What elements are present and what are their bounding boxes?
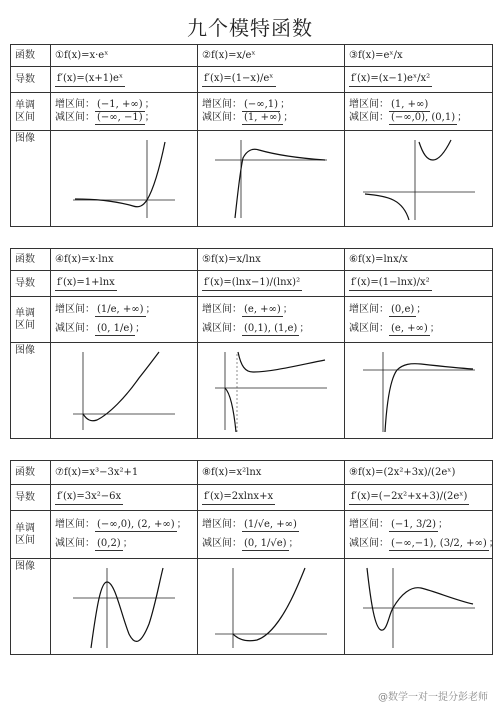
row-label-monotonic-line: 单调 (15, 522, 35, 534)
derivative-row (11, 271, 493, 297)
decreasing-label: 减区间： (55, 111, 95, 123)
punct: ； (282, 303, 293, 315)
derivative-formula: f′(x)=2xlnx+x (202, 491, 275, 505)
function-formula: ⑥f(x)=lnx/x (345, 249, 493, 271)
monotonic-intervals (51, 511, 198, 559)
punct: ； (488, 537, 499, 549)
derivative-formula: f′(x)=(x+1)eˣ (55, 73, 125, 87)
increasing-label: 增区间： (202, 518, 242, 530)
graph-3-ex-over-x (359, 136, 479, 222)
row-label-monotonic-line: 单调 (15, 99, 35, 111)
derivative-formula: f′(x)=1+lnx (55, 277, 117, 291)
row-label-graph: 图像 (11, 343, 51, 439)
monotonic-intervals (345, 93, 493, 131)
punct: ； (283, 111, 294, 123)
increasing-interval: (0,e) (391, 303, 415, 315)
function-curve-left (225, 388, 236, 432)
monotonic-row (11, 93, 493, 131)
function-formula: ①f(x)=x·eˣ (51, 45, 198, 67)
function-curve (83, 352, 159, 421)
monotonic-intervals (345, 511, 499, 559)
page-title: 九个模特函数 (187, 16, 313, 40)
decreasing-label: 减区间： (202, 322, 242, 334)
function-table-3 (10, 460, 499, 655)
function-curve (235, 149, 325, 218)
graph-cell (51, 131, 198, 227)
row-label-monotonic-line: 区间 (15, 111, 35, 123)
punct: ； (176, 518, 187, 530)
graph-cell (198, 559, 345, 655)
row-label-monotonic-line: 单调 (15, 307, 35, 319)
row-label-monotonic (11, 297, 51, 343)
function-table-1 (10, 44, 493, 227)
punct: ； (457, 111, 468, 123)
function-curve (75, 142, 165, 207)
function-formula: ⑦f(x)=x³−3x²+1 (51, 461, 198, 485)
decreasing-label: 减区间： (349, 322, 389, 334)
function-row (11, 461, 493, 485)
monotonic-row (11, 297, 493, 343)
row-label-derivative: 导数 (11, 485, 51, 511)
derivative-row (11, 485, 493, 511)
row-label-monotonic-line: 区间 (15, 319, 35, 331)
punct: ； (416, 303, 427, 315)
function-formula: ③f(x)=eˣ/x (345, 45, 493, 67)
decreasing-interval: (0,2) (97, 537, 121, 549)
watermark: @数学一对一提分彭老师 (378, 692, 488, 703)
increasing-interval: (1/e, +∞) (97, 303, 144, 315)
row-label-monotonic (11, 511, 51, 559)
increasing-label: 增区间： (202, 303, 242, 315)
decreasing-label: 减区间： (349, 111, 389, 123)
decreasing-label: 减区间： (55, 537, 95, 549)
function-formula: ⑨f(x)=(2x²+3x)/(2eˣ) (345, 461, 493, 485)
function-curve-left (365, 194, 409, 220)
function-curve-right (238, 352, 325, 372)
function-formula: ⑧f(x)=x²lnx (198, 461, 345, 485)
monotonic-intervals (198, 93, 345, 131)
increasing-label: 增区间： (55, 518, 95, 530)
punct: ； (438, 518, 448, 530)
increasing-interval: (e, +∞) (244, 303, 281, 315)
graph-row (11, 131, 493, 227)
function-curve (233, 568, 305, 641)
increasing-interval: (−1, 3/2) (391, 518, 436, 530)
graph-4-xlnx (69, 348, 179, 434)
monotonic-intervals (345, 297, 493, 343)
decreasing-label: 减区间： (202, 111, 242, 123)
derivative-formula: f′(x)=(1−x)/eˣ (202, 73, 276, 87)
derivative-row (11, 67, 493, 93)
graph-6-lnx-over-x (359, 348, 479, 434)
decreasing-interval: (0, 1/e) (97, 322, 134, 334)
derivative-formula: f′(x)=(x−1)eˣ/x² (349, 73, 432, 87)
punct: ； (280, 98, 291, 110)
monotonic-row (11, 511, 493, 559)
derivative-formula: f′(x)=(1−lnx)/x² (349, 277, 432, 291)
function-curve (385, 363, 473, 431)
function-formula: ⑤f(x)=x/lnx (198, 249, 345, 271)
graph-cell (345, 343, 493, 439)
decreasing-label: 减区间： (349, 537, 389, 549)
increasing-label: 增区间： (202, 98, 242, 110)
decreasing-interval: (1, +∞) (244, 111, 282, 123)
increasing-interval: (1, +∞) (391, 98, 429, 110)
punct: ； (135, 322, 146, 334)
decreasing-interval: (−∞, −1) (97, 111, 143, 123)
increasing-label: 增区间： (349, 303, 389, 315)
punct: ； (288, 537, 299, 549)
decreasing-interval: (0, 1/√e) (244, 537, 287, 549)
graph-row (11, 559, 493, 655)
graph-cell (345, 559, 493, 655)
derivative-formula: f′(x)=(lnx−1)/(lnx)² (202, 277, 302, 291)
decreasing-interval: (0,1), (1,e) (244, 322, 298, 334)
row-label-monotonic (11, 93, 51, 131)
increasing-label: 增区间： (349, 518, 389, 530)
punct: ； (122, 537, 133, 549)
graph-cell (51, 343, 198, 439)
punct: ； (429, 322, 440, 334)
function-curve-right (419, 140, 451, 160)
graph-7-cubic (69, 564, 179, 650)
graph-5-x-over-lnx (211, 348, 331, 434)
increasing-label: 增区间： (55, 303, 95, 315)
monotonic-intervals (198, 511, 345, 559)
punct: ； (144, 98, 155, 110)
row-label-derivative: 导数 (11, 67, 51, 93)
function-formula: ②f(x)=x/eˣ (198, 45, 345, 67)
increasing-interval: (−∞,1) (244, 98, 279, 110)
function-row (11, 45, 493, 67)
decreasing-label: 减区间： (55, 322, 95, 334)
row-label-monotonic-line: 区间 (15, 534, 35, 546)
decreasing-interval: (e, +∞) (391, 322, 428, 334)
decreasing-interval: (−∞,0), (0,1) (391, 111, 456, 123)
graph-row (11, 343, 493, 439)
increasing-interval: (1/√e, +∞) (244, 518, 297, 530)
increasing-label: 增区间： (349, 98, 389, 110)
monotonic-intervals (51, 297, 198, 343)
punct: ； (144, 111, 155, 123)
row-label-graph: 图像 (11, 559, 51, 655)
monotonic-intervals (198, 297, 345, 343)
increasing-label: 增区间： (55, 98, 95, 110)
graph-cell (345, 131, 493, 227)
derivative-formula: f′(x)=3x²−6x (55, 491, 123, 505)
decreasing-label: 减区间： (202, 537, 242, 549)
increasing-interval: (−∞,0), (2, +∞) (97, 518, 175, 530)
function-curve (367, 568, 473, 630)
row-label-function: 函数 (11, 45, 51, 67)
function-formula: ④f(x)=x·lnx (51, 249, 198, 271)
graph-cell (198, 131, 345, 227)
graph-8-x2lnx (211, 564, 331, 650)
graph-1-xex (69, 136, 179, 222)
function-curve (91, 568, 163, 648)
graph-cell (51, 559, 198, 655)
row-label-function: 函数 (11, 249, 51, 271)
row-label-function: 函数 (11, 461, 51, 485)
punct: ； (299, 322, 310, 334)
graph-2-x-over-ex (211, 136, 331, 222)
graph-9-rational-exp (359, 564, 479, 650)
row-label-derivative: 导数 (11, 271, 51, 297)
monotonic-intervals (51, 93, 198, 131)
graph-cell (198, 343, 345, 439)
decreasing-interval: (−∞,−1), (3/2, +∞) (391, 537, 487, 549)
row-label-graph: 图像 (11, 131, 51, 227)
function-table-2 (10, 248, 493, 439)
function-row (11, 249, 493, 271)
increasing-interval: (−1, +∞) (97, 98, 143, 110)
punct: ； (145, 303, 156, 315)
derivative-formula: f′(x)=(−2x²+x+3)/(2eˣ) (349, 491, 469, 505)
